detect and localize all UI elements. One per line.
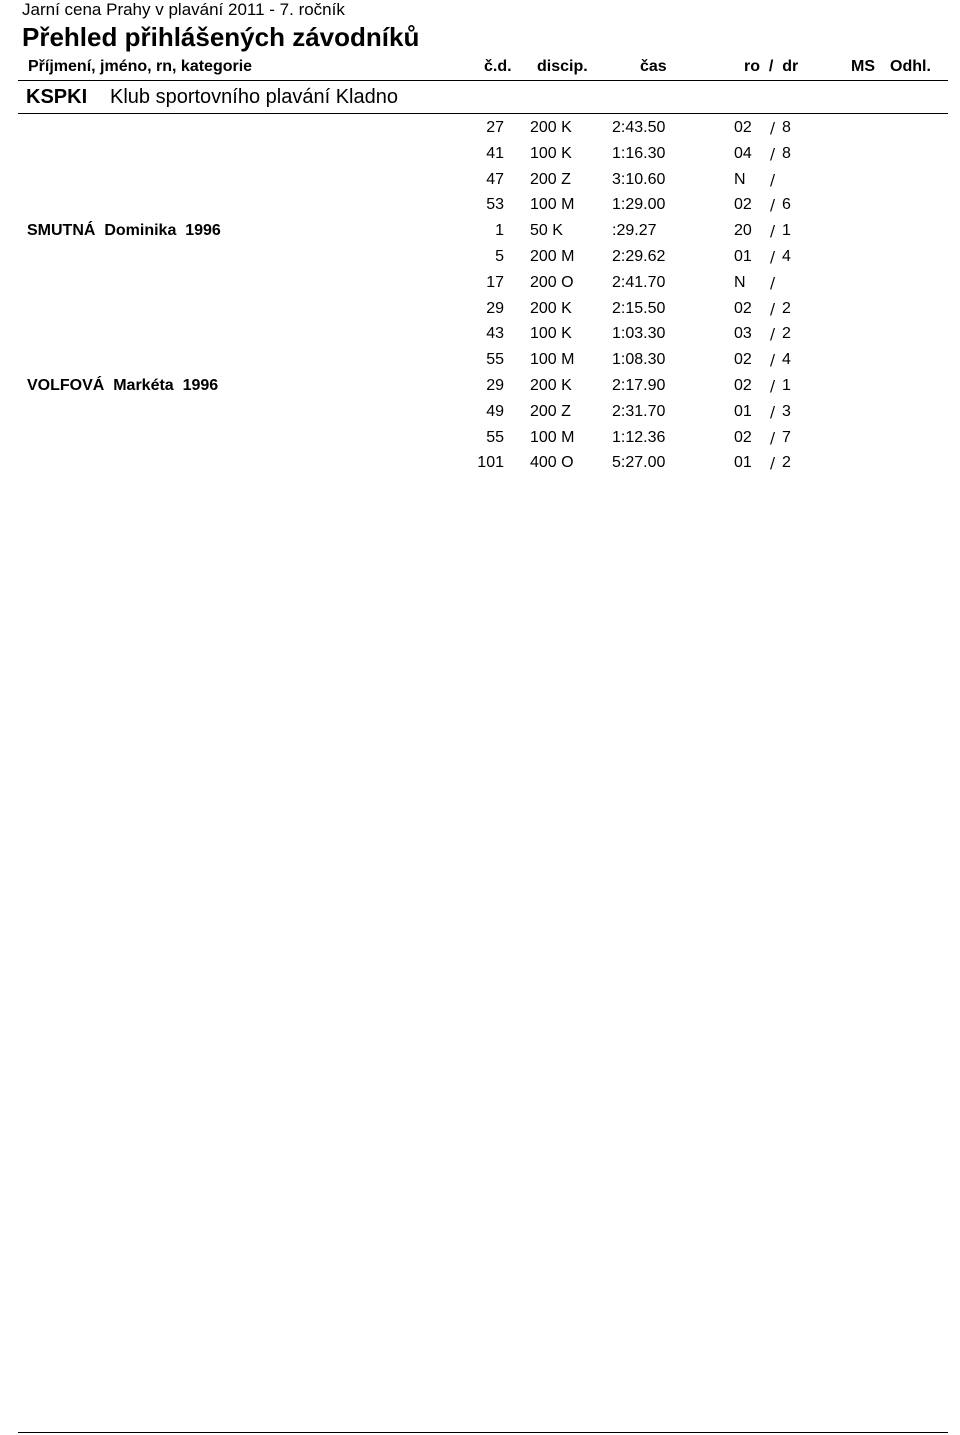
- entry-slash: /: [770, 351, 776, 370]
- entry-cas: 1:12.36: [612, 428, 666, 446]
- entry-dr: 6: [782, 196, 791, 214]
- entry-slash: /: [770, 170, 776, 189]
- entry-discip: 400 O: [530, 454, 574, 472]
- entry-ro: 01: [734, 454, 752, 472]
- entry-ro: 01: [734, 248, 752, 265]
- header-ms: MS: [851, 58, 875, 75]
- entry-slash: /: [770, 222, 776, 241]
- entry-dr: 8: [782, 144, 791, 162]
- entry-ro: N: [734, 273, 746, 291]
- entry-ro: 02: [734, 428, 752, 446]
- footer-divider: [18, 1432, 948, 1433]
- entry-discip: 200 O: [530, 273, 574, 291]
- entry-cas: 2:43.50: [612, 119, 666, 136]
- entry-cd: 27: [486, 119, 504, 136]
- entry-slash: /: [770, 119, 776, 137]
- entry-discip: 100 K: [530, 144, 572, 162]
- entry-dr: 8: [782, 119, 791, 136]
- entry-cd: 55: [486, 351, 504, 369]
- club-name: Klub sportovního plavání Kladno: [110, 86, 398, 108]
- header-name: Příjmení, jméno, rn, kategorie: [28, 58, 253, 75]
- entry-ro: 02: [734, 119, 752, 136]
- entry-cd: 1: [495, 222, 504, 240]
- swimmer-name: VOLFOVÁ Markéta 1996: [27, 377, 219, 394]
- entry-dr: 4: [782, 351, 791, 369]
- entry-discip: 200 K: [530, 299, 572, 317]
- entry-cas: 2:29.62: [612, 248, 666, 265]
- entry-cas: 2:17.90: [612, 377, 666, 394]
- entry-dr: 2: [782, 299, 791, 317]
- entry-cas: 1:08.30: [612, 351, 666, 369]
- entry-discip: 200 Z: [530, 402, 571, 420]
- entry-cd: 17: [486, 273, 504, 291]
- entry-slash: /: [770, 377, 776, 395]
- entry-cd: 101: [477, 454, 504, 472]
- entry-ro: 03: [734, 325, 752, 343]
- entry-cas: 2:31.70: [612, 402, 666, 420]
- page-title: Přehled přihlášených závodníků: [22, 22, 420, 52]
- entry-discip: 200 K: [530, 119, 572, 136]
- entry-slash: /: [770, 325, 776, 344]
- club-divider: [18, 113, 948, 114]
- entry-cas: 5:27.00: [612, 454, 666, 472]
- entry-cas: 3:10.60: [612, 170, 666, 188]
- entry-slash: /: [770, 273, 776, 292]
- entry-ro: 01: [734, 402, 752, 420]
- entry-cas: 1:03.30: [612, 325, 666, 343]
- entry-dr: 2: [782, 325, 791, 343]
- header-discip: discip.: [537, 58, 588, 75]
- header-ro-dr: ro / dr: [744, 58, 799, 75]
- header-cd: č.d.: [484, 58, 512, 75]
- entry-cd: 53: [486, 196, 504, 214]
- entry-slash: /: [770, 402, 776, 421]
- entry-cas: :29.27: [612, 222, 657, 240]
- entry-cas: 1:16.30: [612, 144, 666, 162]
- entry-ro: 02: [734, 377, 752, 394]
- entry-ro: 02: [734, 196, 752, 214]
- header-cas: čas: [640, 58, 667, 75]
- header-divider: [18, 80, 948, 81]
- entry-ro: 02: [734, 299, 752, 317]
- entry-ro: 20: [734, 222, 752, 240]
- entry-dr: 2: [782, 454, 791, 472]
- entry-cd: 5: [495, 248, 504, 265]
- entry-discip: 200 Z: [530, 170, 571, 188]
- swimmer-name: SMUTNÁ Dominika 1996: [27, 222, 221, 239]
- entry-cd: 29: [486, 299, 504, 317]
- entry-discip: 100 M: [530, 196, 575, 214]
- entry-cas: 1:29.00: [612, 196, 666, 214]
- club-code: KSPKI: [26, 86, 88, 108]
- entry-cas: 2:15.50: [612, 299, 666, 317]
- entry-dr: 1: [782, 377, 791, 394]
- header-odhl: Odhl.: [890, 58, 931, 75]
- entry-cd: 47: [486, 170, 504, 188]
- entry-dr: 3: [782, 402, 791, 420]
- entry-discip: 100 M: [530, 351, 575, 369]
- entry-cas: 2:41.70: [612, 273, 666, 291]
- entry-ro: 04: [734, 144, 752, 162]
- entry-cd: 43: [486, 325, 504, 343]
- entry-ro: N: [734, 170, 746, 188]
- entry-slash: /: [770, 196, 776, 215]
- entry-discip: 200 K: [530, 377, 572, 394]
- entry-ro: 02: [734, 351, 752, 369]
- entry-discip: 200 M: [530, 248, 575, 265]
- entry-cd: 41: [486, 144, 504, 162]
- entry-discip: 100 M: [530, 428, 575, 446]
- entry-cd: 49: [486, 402, 504, 420]
- event-title: Jarní cena Prahy v plavání 2011 - 7. ročník: [22, 0, 345, 19]
- entry-dr: 4: [782, 248, 791, 265]
- entry-dr: 7: [782, 428, 791, 446]
- entry-slash: /: [770, 299, 776, 318]
- entry-slash: /: [770, 144, 776, 163]
- entry-dr: 1: [782, 222, 791, 240]
- entry-cd: 29: [486, 377, 504, 394]
- entry-slash: /: [770, 428, 776, 447]
- entry-cd: 55: [486, 428, 504, 446]
- entry-slash: /: [770, 248, 776, 266]
- entry-discip: 100 K: [530, 325, 572, 343]
- entry-discip: 50 K: [530, 222, 563, 240]
- entry-slash: /: [770, 454, 776, 473]
